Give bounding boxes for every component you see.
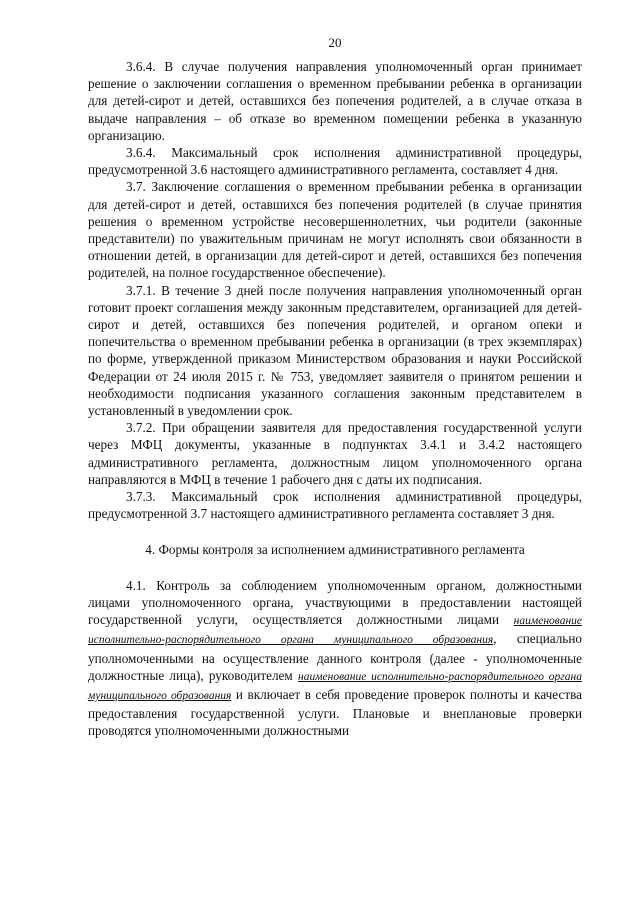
paragraph-3-6-4-max-term: 3.6.4. Максимальный срок исполнения административной процедуры, предусмотренной 3.6 настоящего административного регламента, составляет 4 дня. xyxy=(88,145,582,178)
page-number: 20 xyxy=(328,35,342,50)
paragraph-4-1-part3: и включает в себя проведение проверок полноты и качества предоставления государственной услуги. Плановые и внеплановые проверки проводятся уполномоченными должностными xyxy=(88,686,582,739)
section-heading-control: 4. Формы контроля за исполнением административного регламента xyxy=(145,542,525,558)
placeholder-authority-name-2: наименование исполнительно-распорядительного органа муниципального образования xyxy=(88,670,582,702)
paragraph-4-1-part1: 4.1. Контроль за соблюдением уполномоченным органом, должностными лицами уполномоченного органа, участвующими в предоставлении настоящей государственной услуги, осуществляется должностными лицами xyxy=(88,577,582,628)
paragraph-3-6-4-decision: 3.6.4. В случае получения направления уполномоченный орган принимает решение о заключении соглашения о временном пребывании ребенка в организации для детей-сирот и детей, оставшихся без попечения родителей, а в случае отказа в выдаче направления – об отказе во временном помещении ребенка в указанную организацию. xyxy=(88,59,582,143)
paragraph-3-7-2-mfc: 3.7.2. При обращении заявителя для предоставления государственной услуги через МФЦ документы, указанные в подпунктах 3.4.1 и 3.4.2 настоящего административного регламента, должностным лицом уполномоченного органа направляются в МФЦ в течение 1 рабочего дня с даты их подписания. xyxy=(88,420,582,487)
paragraph-4-1-part2: , специально уполномоченными на осуществление данного контроля (далее - уполномоченные должностные лица), руководителем xyxy=(88,631,582,683)
paragraph-3-7-3-max-term: 3.7.3. Максимальный срок исполнения административной процедуры, предусмотренной 3.7 настоящего административного регламента составляет 3 дня. xyxy=(88,489,582,522)
paragraph-3-7-agreement: 3.7. Заключение соглашения о временном пребывании ребенка в организации для детей-сирот и детей, оставшихся без попечения родителей (в случае принятия решения о временном устройстве несовершеннолетних, чьи родители (законные представители) по уважительным причинам не могут исполнять свои обязанности в отношении детей, в организации для детей-сирот и детей, оставшихся без попечения родителей, на полное государственное обеспечение). xyxy=(88,179,582,281)
placeholder-authority-name-1: наименование исполнительно-распорядительного органа муниципального образования xyxy=(88,615,582,647)
paragraph-3-7-1-draft: 3.7.1. В течение 3 дней после получения направления уполномоченный орган готовит проект соглашения между законным представителем, организацией для детей-сирот и детей, оставшихся без попечения родителей, и органом опеки и попечительства о временном пребывании ребенка в организации (в трех экземплярах) по форме, утвержденной приказом Министерством образования и науки Российской Федерации от 24 июля 2015 г. № 753, уведомляет заявителя о принятом решении и необходимости подписания указанного соглашения законным представителем в установленный в уведомлении срок. xyxy=(88,282,582,419)
paragraph-4-1-control xyxy=(88,577,582,740)
document-page xyxy=(88,34,582,740)
